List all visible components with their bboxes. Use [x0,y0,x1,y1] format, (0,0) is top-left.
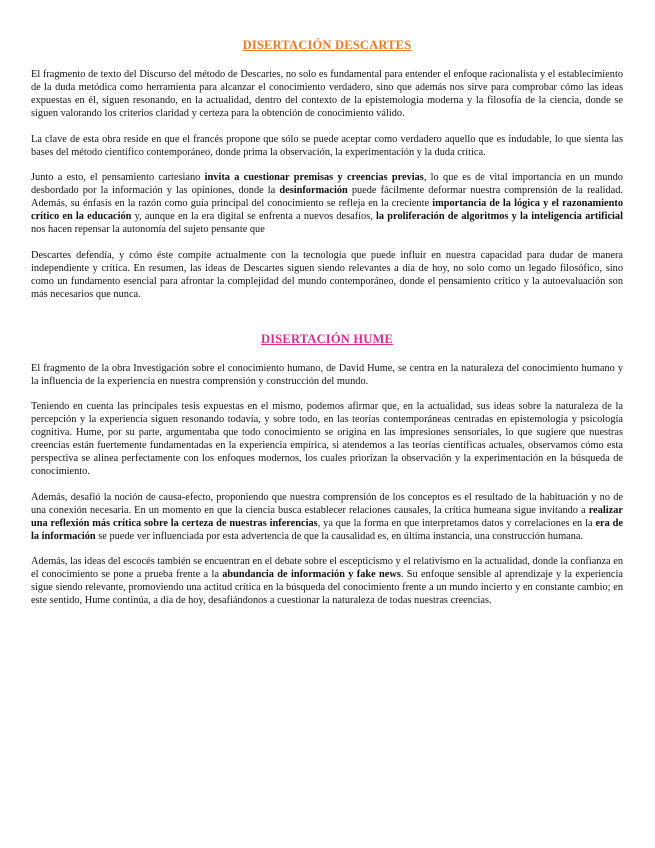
hume-paragraph-1: El fragmento de la obra Investigación sobre el conocimiento humano, de David Hume, se centra en la naturaleza del conocimiento humano y la influencia de la experiencia en nuestra comprensión y construcción del mundo. [31,362,623,387]
descartes-title: DISERTACIÓN DESCARTES [242,38,412,52]
text-run: Además, las ideas del escocés también se encuentran en el debate sobre el escepticismo y el relativismo en la actualidad, donde la confianza en el conocimiento se pone a prueba frente a la [31,556,623,581]
document-page [31,38,623,608]
text-run: puede fácilmente deformar nuestra comprensión de la realidad. Además, su énfasis en la razón como guía principal del conocimiento se refleja en la creciente [31,185,623,210]
bold-phrase: invita a cuestionar premisas y creencias previas [204,172,424,184]
text-run: Además, desafió la noción de causa-efecto, proponiendo que nuestra comprensión de los conceptos es el resultado de la habituación y no de una conexión necesaria. En un momento en que la ciencia busca establecer relaciones causales, la crítica humeana sigue invitando a [31,491,623,516]
text-run: , ya que la forma en que interpretamos datos y correlaciones en la [317,517,596,529]
bold-phrase: importancia de la lógica y el razonamiento crítico en la educación [31,198,623,223]
text-run: se puede ver influenciada por esta advertencia de que la causalidad es, en última instancia, una construcción humana. [95,530,584,542]
hume-paragraph-3 [31,492,623,544]
text-run: nos hacen repensar la autonomía del sujeto pensante que [31,224,265,236]
text-run: . Su enfoque sensible al aprendizaje y la experiencia sigue siendo relevante, promoviendo una actitud crítica en la búsqueda del conocimiento frente a un mundo incierto y en constante cambio; en este sentido, Hume continúa, a día de hoy, desafiándonos a cuestionar la naturaleza de todas nuestras creencias. [31,569,623,607]
text-run: , lo que es de vital importancia en un mundo desbordado por la información y las opiniones, donde la [31,172,623,197]
bold-phrase: desinformación [279,185,348,197]
descartes-paragraph-1: El fragmento de texto del Discurso del método de Descartes, no solo es fundamental para entender el enfoque racionalista y el establecimiento de la duda metódica como herramienta para alcanzar el conocimiento verdadero, sino que además nos sirve para comprobar cómo las ideas expuestas en él, siguen resonando, en la actualidad, dentro del contexto de la epistemología moderna y la filosofía de la ciencia, donde se siguen valorando los criterios claridad y certeza para la obtención de conocimiento válido. [31,69,623,119]
text-run: Junto a esto, el pensamiento cartesiano [31,172,205,184]
bold-phrase: era de la información [31,517,624,542]
text-run: y, aunque en la era digital se enfrenta a nuevos desafíos, [131,211,377,223]
descartes-paragraph-2: La clave de esta obra reside en que el francés propone que sólo se puede aceptar como verdadero aquello que es indudable, lo que sienta las bases del método científico contemporáneo, donde prima la observación, la experimentación y la duda crítica. [31,133,623,158]
hume-title: DISERTACIÓN HUME [260,331,394,346]
bold-phrase: abundancia de información y fake news [222,569,401,581]
bold-phrase: realizar una reflexión más crítica sobre la certeza de nuestras inferencias [31,504,623,529]
hume-paragraph-4 [31,556,623,608]
descartes-paragraph-4: Descartes defendía, y cómo éste compite actualmente con la tecnología que puede influir en nuestra capacidad para dudar de manera independiente y crítica. En resumen, las ideas de Descartes siguen siendo relevantes a día de hoy, no solo como un legado filosófico, sino como un fundamento esencial para afrontar la complejidad del mundo contemporáneo, donde el pensamiento crítico y la autoevaluación son más necesarios que nunca. [31,249,623,300]
bold-phrase: la proliferación de algoritmos y la inteligencia artificial [376,211,623,223]
descartes-paragraph-3 [31,172,623,237]
hume-paragraph-2: Teniendo en cuenta las principales tesis expuestas en el mismo, podemos afirmar que, en la actualidad, sus ideas sobre la naturaleza de la percepción y la experiencia siguen resonando todavía, y sobre todo, en las teorías contemporáneas centradas en epistemología y psicología cognitiva. Hume, por su parte, argumentaba que todo conocimiento se origina en las impresiones sensoriales, lo que sugiere que nuestras creencias están fuertemente fundamentadas en la experiencia empírica, si atendemos a las teorías científicas actuales, observamos cómo esta perspectiva se alinea perfectamente con los enfoques modernos, los cuales priorizan la observación y la experimentación en la búsqueda de conocimiento. [31,401,623,477]
